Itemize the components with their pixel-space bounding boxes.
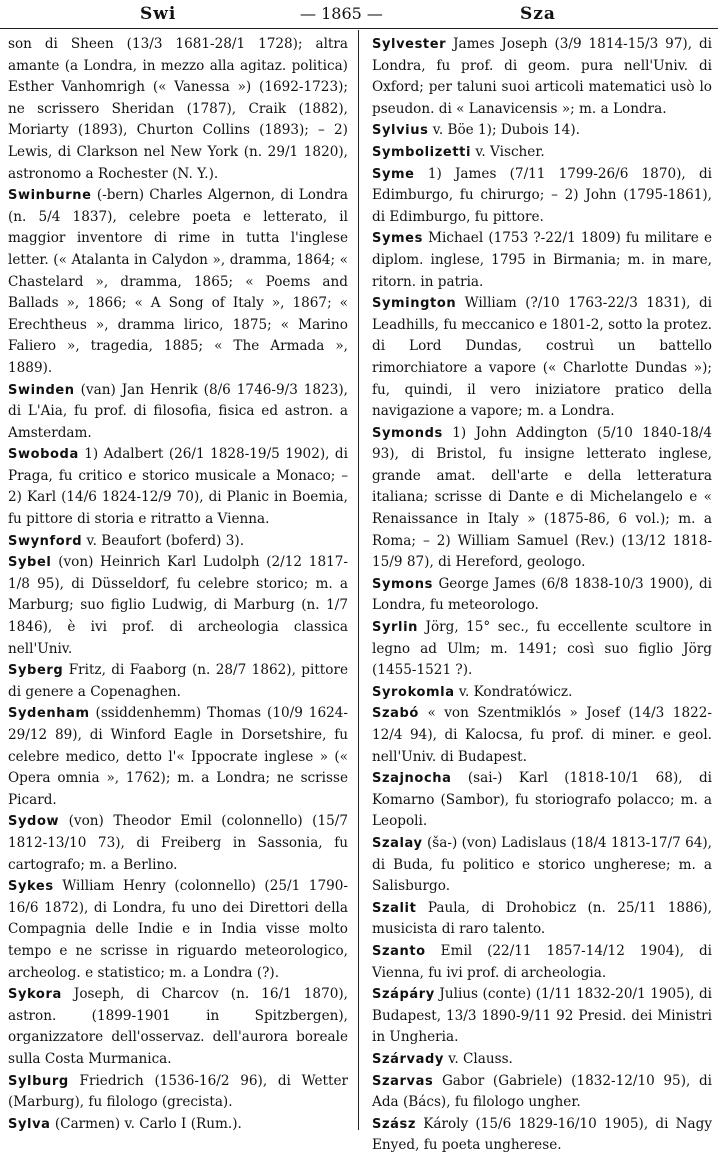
dictionary-entry (372, 142, 712, 164)
dictionary-entry (372, 574, 712, 617)
entry-headword: Szabó (372, 706, 419, 722)
dictionary-entry (372, 120, 712, 142)
entry-text: (ssiddenhemm) Thomas (10/9 1624-29/12 89), di Winford Eagle in Dorsetshire, fu celebre medico, detto l'« Ippocrate inglese » (« Opera omnia », 1762); m. a Londra; ne scrisse Picard. (8, 705, 348, 808)
entry-headword: Swinburne (8, 188, 92, 204)
entry-headword: Sydow (8, 814, 60, 830)
header-left-guide-word: Swi (140, 4, 177, 24)
entry-headword: Symington (372, 296, 457, 312)
entry-text: Jörg, 15° sec., fu eccellente scultore in legno ad Ulm; m. 1491; così suo figlio Jörg (1455-1521 ?). (372, 619, 712, 679)
dictionary-entry (8, 1114, 348, 1136)
entry-headword: Szász (372, 1116, 417, 1132)
dictionary-entry (372, 1071, 712, 1114)
entry-text: v. Clauss. (448, 1050, 513, 1067)
dictionary-entry (8, 811, 348, 876)
dictionary-entry (8, 876, 348, 984)
entry-headword: Swinden (8, 382, 75, 398)
entry-text: v. Böe 1); Dubois 14). (432, 122, 580, 139)
entry-headword: Syrlin (372, 620, 419, 636)
entry-text: James Joseph (3/9 1814-15/3 97), di Londra, fu prof. di geom. pura nell'Univ. di Oxford; per taluni suoi articoli matematici usò lo pseudon. di « Lanavicensis »; m. a Londra. (372, 36, 712, 117)
entry-text: (-bern) Charles Algernon, di Londra (n. 5/4 1837), celebre poeta e letterato, il maggior inventore di rime in tutta l'inglese letter. (« Atalanta in Calydon », dramma, 1864; « Chastelard », dramma, 1865; « Poems and Ballads », 1866; « A Song of Italy », 1867; « Erechtheus », dramma lirico, 1875; « Marino Faliero », tragedia, 1885; « The Armada », 1889). (8, 187, 348, 376)
dictionary-entry (372, 833, 712, 898)
entry-headword: Symbolizetti (372, 144, 471, 160)
entry-text: (van) Jan Henrik (8/6 1746-9/3 1823), di L'Aia, fu prof. di filosofia, fisica ed astron. a Amsterdam. (8, 381, 349, 441)
entry-text: Julius (conte) (1/11 1832-20/1 1905), di Budapest, 13/3 1890-9/11 92 Presid. dei Ministri in Ungheria. (372, 986, 713, 1046)
left-column (8, 34, 348, 1135)
entry-text: George James (6/8 1838-10/3 1900), di Londra, fu meteorologo. (372, 575, 712, 614)
entry-text: Paula, di Drohobicz (n. 25/11 1886), musicista di raro talento. (372, 899, 712, 938)
dictionary-entry (372, 898, 712, 941)
entry-headword: Syme (372, 166, 415, 182)
dictionary-entry (8, 1071, 348, 1114)
dictionary-entry (8, 552, 348, 660)
dictionary-entry (372, 768, 712, 833)
dictionary-entry (8, 444, 348, 530)
dictionary-entry (8, 984, 348, 1070)
page-number: — 1865 — (300, 4, 383, 23)
dictionary-entry (372, 617, 712, 682)
entry-headword: Sykes (8, 879, 54, 895)
dictionary-entry (8, 703, 348, 811)
entry-text: (von) Heinrich Karl Ludolph (2/12 1817-1/8 95), di Düsseldorf, fu celebre storico; m. a Marburg; suo figlio Ludwig, di Marburg (n. 1/7 1846), è ivi prof. di archeologia classica nell'Univ. (8, 554, 348, 657)
entry-headword: Szalit (372, 900, 417, 916)
entry-text: Friedrich (1536-16/2 96), di Wetter (Marburg), fu filologo (grecista). (8, 1072, 349, 1111)
dictionary-entry (372, 703, 712, 768)
dictionary-entry (372, 164, 712, 229)
entry-text: (von) Theodor Emil (colonnello) (15/7 1812-13/10 73), di Freiberg in Sassonia, fu cartografo; m. a Berlino. (8, 813, 348, 873)
entry-headword: Syberg (8, 663, 64, 679)
dictionary-entry (372, 1049, 712, 1071)
dictionary-entry (372, 1114, 712, 1157)
dictionary-entry (372, 293, 712, 423)
entry-headword: Sylvius (372, 123, 429, 139)
entry-headword: Sykora (8, 987, 62, 1003)
dictionary-entry (8, 185, 348, 379)
entry-headword: Swynford (8, 533, 83, 549)
entry-text: Joseph, di Charcov (n. 16/1 1870), astron. (1899-1901 in Spitzbergen), organizzatore dell'osservaz. dell'aurora boreale sulla Costa Murmanica. (8, 986, 349, 1067)
column-divider (358, 30, 359, 1130)
entry-headword: Symonds (372, 425, 443, 441)
entry-headword: Szárvady (372, 1051, 444, 1067)
entry-text: v. Vischer. (475, 143, 545, 160)
entry-headword: Szalay (372, 835, 423, 851)
entry-headword: Szarvas (372, 1073, 434, 1089)
entry-text: « von Szentmiklós » Josef (14/3 1822-12/4 94), di Kalocsa, fu prof. di miner. e geol. nell'Univ. di Budapest. (372, 705, 712, 765)
page-header (0, 0, 718, 29)
entry-text: v. Kondratówicz. (458, 683, 573, 700)
entry-text: Károly (15/6 1829-16/10 1905), di Nagy Enyed, fu poeta ungherese. (372, 1115, 712, 1154)
dictionary-entry (372, 34, 712, 120)
entry-headword: Sydenham (8, 706, 90, 722)
entry-text: (ša-) (von) Ladislaus (18/4 1813-17/7 64), di Buda, fu politico e storico ungherese; m. a Salisburgo. (372, 834, 713, 895)
dictionary-entry (372, 423, 712, 574)
entry-headword: Sylvester (372, 37, 447, 52)
entry-headword: Syrokomla (372, 684, 455, 700)
entry-text: son di Sheen (13/3 1681-28/1 1728); altra amante (a Londra, in mezzo alla agitaz. politica) Esther Vanhomrigh (« Vanessa ») (1692-1723); ne scrissero Sheridan (1787), Craik (1882), Moriarty (1893), Churton Collins (1893); – 2) Lewis, di Clarkson nel New York (n. 29/1 1820), astronomo a Rochester (N. Y.). (8, 36, 348, 182)
entry-headword: Symons (372, 576, 433, 592)
dictionary-entry (8, 380, 348, 445)
entry-text: 1) James (7/11 1799-26/6 1870), di Edimburgo, fu chirurgo; – 2) John (1795-1861), di Edimburgo, fu pittore. (372, 165, 712, 225)
dictionary-entry (8, 34, 348, 185)
dictionary-entry (8, 531, 348, 553)
dictionary-entry (372, 228, 712, 293)
entry-text: Emil (22/11 1857-14/12 1904), di Vienna, fu ivi prof. di archeologia. (372, 942, 712, 981)
right-column (372, 34, 712, 1157)
entry-headword: Szanto (372, 943, 426, 959)
entry-headword: Swoboda (8, 447, 79, 463)
entry-text: v. Beaufort (boferd) 3). (86, 532, 245, 549)
entry-headword: Sylburg (8, 1073, 69, 1089)
entry-text: 1) Adalbert (26/1 1828-19/5 1902), di Praga, fu critico e storico musicale a Monaco; – 2) Karl (14/6 1824-12/9 70), di Planic in Boemia, fu pittore di storia e ritratto a Vienna. (8, 446, 348, 528)
entry-text: 1) John Addington (5/10 1840-18/4 93), di Bristol, fu insigne letterato inglese, grande amat. dell'arte e della letteratura italiana; scrisse di Dante e di Michelangelo e « Renaissance in Italy » (1875-86, 6 vol.); m. a Roma; – 2) William Samuel (Rev.) (13/12 1818-15/9 87), di Hereford, geologo. (372, 424, 712, 571)
entry-headword: Szápáry (372, 987, 435, 1003)
entry-text: Fritz, di Faaborg (n. 28/7 1862), pittore di genere a Copenaghen. (8, 662, 348, 700)
entry-text: (Carmen) v. Carlo I (Rum.). (54, 1115, 242, 1132)
dictionary-entry (372, 941, 712, 984)
entry-text: (sai-) Karl (1818-10/1 68), di Komarno (Sambor), fu storiografo polacco; m. a Leopoli. (372, 770, 712, 830)
entry-text: William Henry (colonnello) (25/1 1790-16/6 1872), di Londra, fu uno dei Direttori della Compagnia delle Indie e in India visse molto tempo e ne scrisse in riguardo meteorologico, archeolog. e statistico; m. a Londra (?). (8, 878, 348, 981)
entry-headword: Sylva (8, 1116, 51, 1132)
entry-headword: Sybel (8, 555, 52, 571)
entry-text: Gabor (Gabriele) (1832-12/10 95), di Ada (Bács), fu filologo ungher. (372, 1072, 713, 1111)
entry-headword: Szajnocha (372, 771, 452, 787)
entry-text: Michael (1753 ?-22/1 1809) fu militare e diplom. inglese, 1795 in Birmania; m. in mare, ritorn. in patria. (372, 230, 712, 290)
entry-text: William (?/10 1763-22/3 1831), di Leadhills, fu meccanico e 1801-2, sotto la protez. di Lord Dundas, costruì un battello rimorchiatore a vapore (« Charlotte Dundas »); fu, quindi, il vero iniziatore pratico della navigazione a vapore; m. a Londra. (372, 295, 712, 420)
header-right-guide-word: Sza (520, 4, 556, 24)
dictionary-entry (8, 660, 348, 703)
dictionary-entry (372, 984, 712, 1049)
dictionary-entry (372, 682, 712, 704)
entry-headword: Symes (372, 231, 423, 247)
